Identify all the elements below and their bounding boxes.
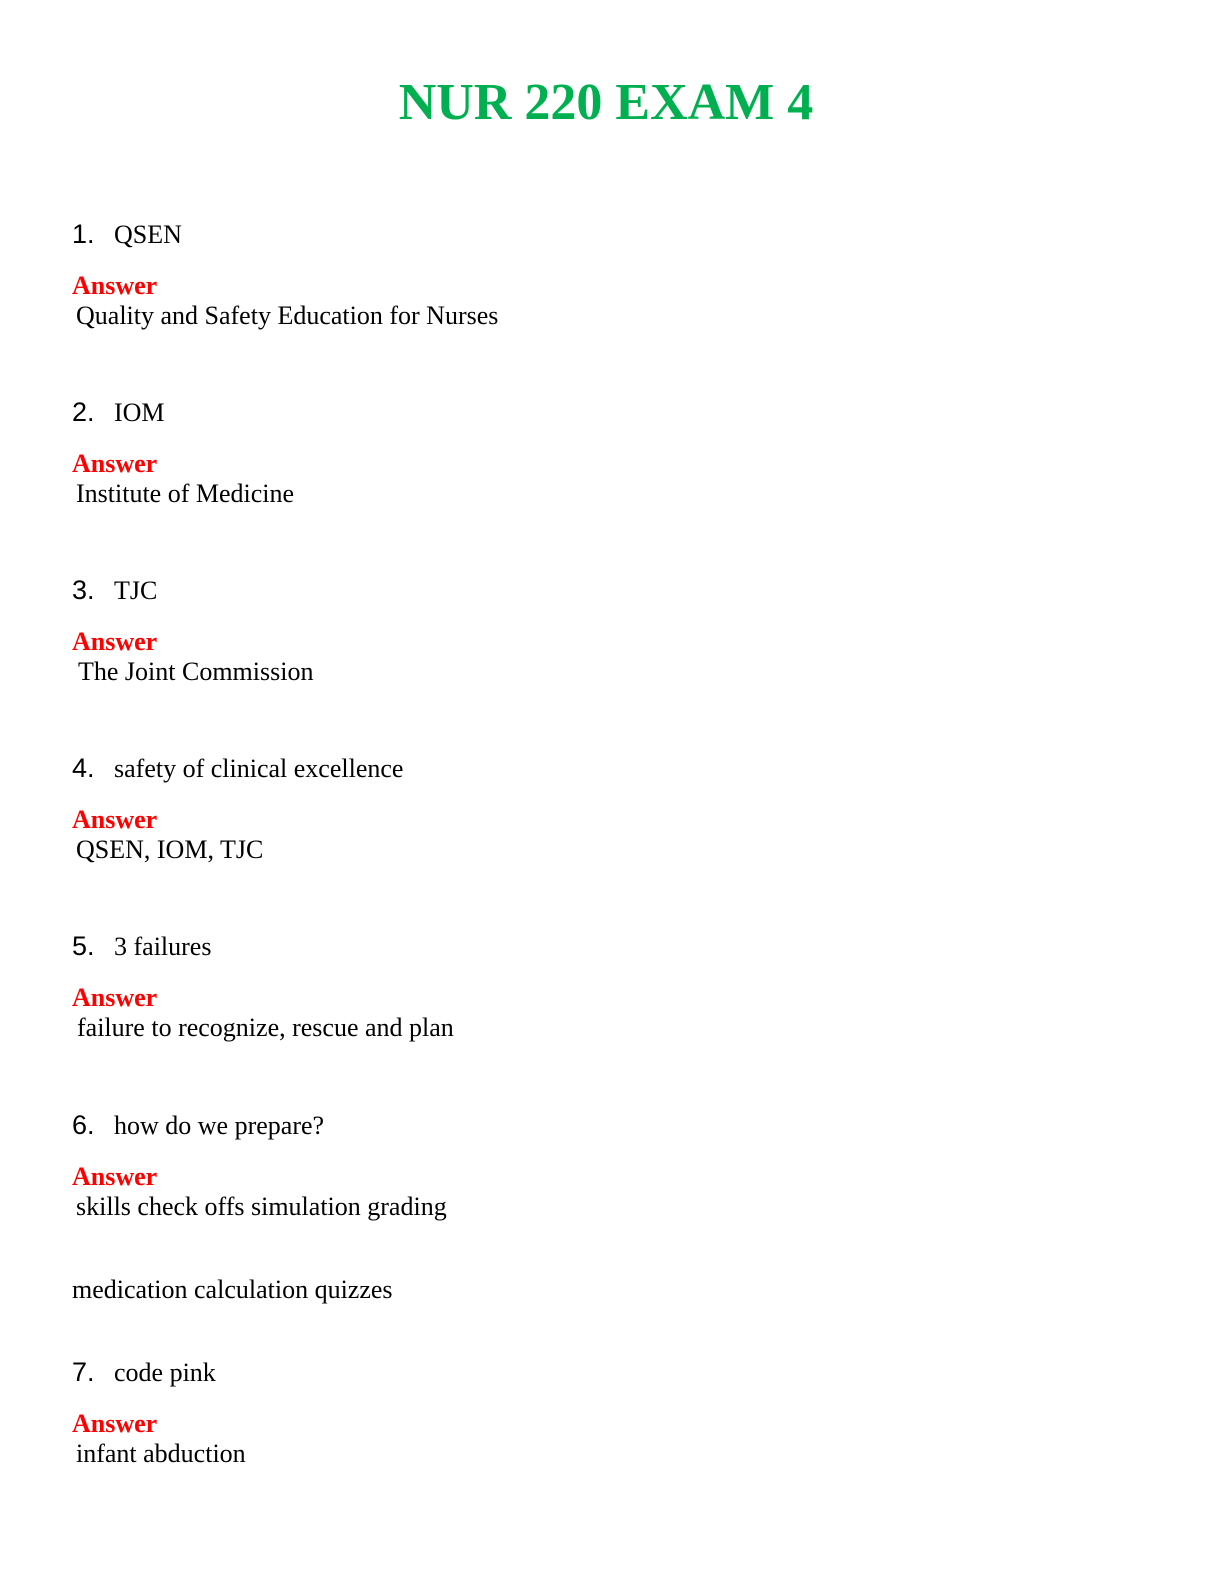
answer-text: skills check offs simulation grading [76, 1192, 447, 1221]
item-number: 3. [72, 575, 95, 605]
item-number: 6. [72, 1110, 95, 1140]
answer-label: Answer [72, 449, 158, 478]
question-text: TJC [114, 576, 158, 605]
answer-text: failure to recognize, rescue and plan [77, 1013, 454, 1042]
item-number: 5. [72, 931, 95, 961]
question-text: 3 failures [114, 932, 212, 961]
answer-label: Answer [72, 1409, 158, 1438]
qa-item [72, 575, 1152, 686]
answer-text-continued: medication calculation quizzes [72, 1275, 393, 1304]
qa-item [72, 1110, 1152, 1221]
question-text: code pink [114, 1358, 216, 1387]
item-number: 1. [72, 219, 95, 249]
question-text: IOM [114, 398, 165, 427]
question-text: safety of clinical excellence [114, 754, 404, 783]
answer-text: QSEN, IOM, TJC [76, 835, 264, 864]
item-number: 4. [72, 753, 95, 783]
answer-text: The Joint Commission [78, 657, 314, 686]
answer-label: Answer [72, 805, 158, 834]
qa-item [72, 219, 1152, 330]
qa-item [72, 931, 1152, 1042]
qa-item [72, 397, 1152, 508]
answer-label: Answer [72, 983, 158, 1012]
item-number: 2. [72, 397, 95, 427]
answer-text: Quality and Safety Education for Nurses [76, 301, 499, 330]
answer-label: Answer [72, 627, 158, 656]
item-number: 7. [72, 1357, 95, 1387]
question-text: how do we prepare? [114, 1111, 325, 1140]
answer-label: Answer [72, 1162, 158, 1191]
question-text: QSEN [114, 220, 182, 249]
answer-text: infant abduction [76, 1439, 246, 1468]
qa-item [72, 753, 1152, 864]
answer-text: Institute of Medicine [76, 479, 295, 508]
document-title: NUR 220 EXAM 4 [398, 74, 814, 131]
qa-item [72, 1357, 1152, 1468]
answer-label: Answer [72, 271, 158, 300]
